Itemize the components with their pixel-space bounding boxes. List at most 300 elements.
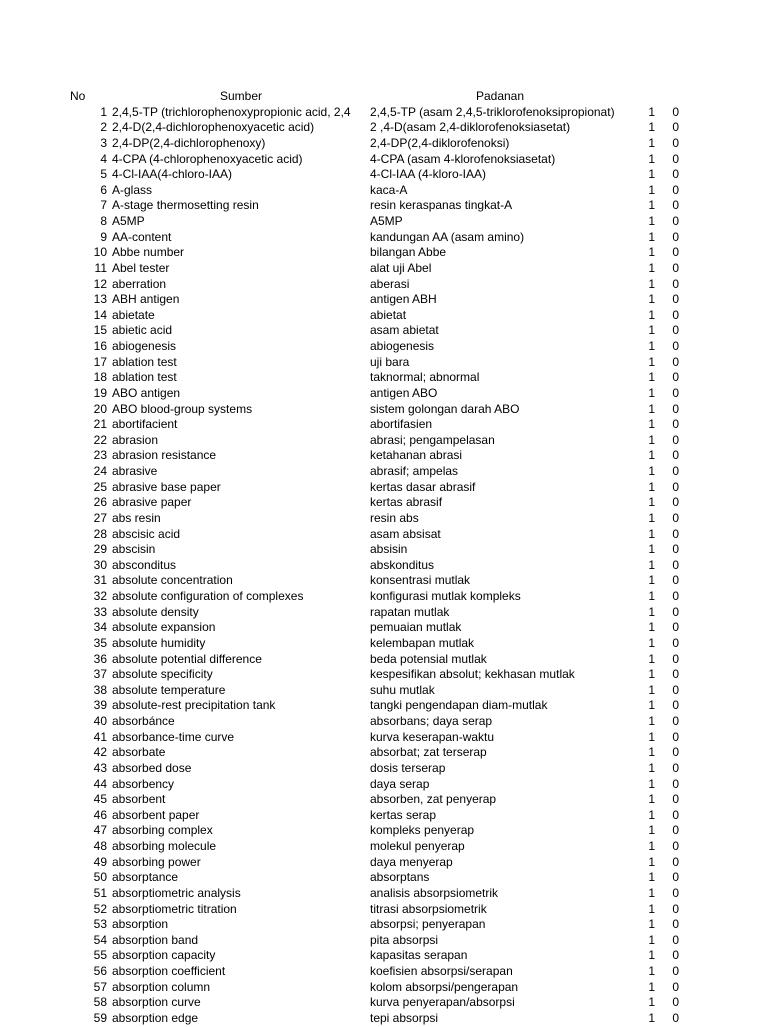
row-value-2: 0 bbox=[672, 385, 679, 400]
row-sumber: AA-content bbox=[112, 229, 172, 244]
row-value-1: 1 bbox=[648, 385, 655, 400]
row-number: 50 bbox=[93, 870, 107, 885]
row-sumber: A-glass bbox=[112, 182, 153, 197]
row-padanan: tangki pengendapan diam-mutlak bbox=[370, 698, 548, 713]
table-row bbox=[0, 855, 768, 871]
row-sumber: absorbánce bbox=[112, 714, 175, 728]
row-value-1: 1 bbox=[648, 260, 655, 275]
row-value-1: 1 bbox=[648, 635, 655, 650]
row-value-1: 1 bbox=[648, 229, 655, 244]
row-sumber: aberration bbox=[112, 276, 167, 291]
row-padanan: asam absisat bbox=[370, 526, 441, 541]
row-padanan: 2 ,4-D(asam 2,4-diklorofenoksiasetat) bbox=[370, 120, 571, 135]
row-padanan: sistem golongan darah ABO bbox=[370, 401, 520, 416]
row-value-2: 0 bbox=[672, 917, 679, 932]
row-value-1: 1 bbox=[648, 995, 655, 1010]
row-padanan: absorbans; daya serap bbox=[370, 714, 493, 728]
row-value-2: 0 bbox=[672, 651, 679, 666]
row-sumber: absorption bbox=[112, 917, 169, 932]
row-value-2: 0 bbox=[672, 229, 679, 244]
row-value-2: 0 bbox=[672, 839, 679, 853]
row-value-1: 1 bbox=[648, 620, 655, 635]
row-number: 19 bbox=[93, 385, 107, 400]
row-number: 26 bbox=[93, 495, 107, 510]
glossary-rows bbox=[0, 105, 768, 1027]
row-sumber: abortifacient bbox=[112, 417, 178, 432]
row-sumber: abietic acid bbox=[112, 323, 173, 338]
table-row bbox=[0, 839, 768, 855]
row-number: 29 bbox=[93, 542, 107, 557]
row-value-1: 1 bbox=[648, 198, 655, 213]
table-row bbox=[0, 902, 768, 918]
row-padanan: 2,4-DP(2,4-diklorofenoksi) bbox=[370, 135, 510, 150]
row-sumber: abscisic acid bbox=[112, 526, 181, 541]
row-sumber: absolute temperature bbox=[112, 682, 226, 697]
row-value-2: 0 bbox=[672, 948, 679, 963]
table-row bbox=[0, 355, 768, 371]
row-value-1: 1 bbox=[648, 120, 655, 135]
row-padanan: pita absorpsi bbox=[370, 932, 439, 947]
row-sumber: abscisin bbox=[112, 542, 156, 557]
row-value-1: 1 bbox=[648, 557, 655, 572]
row-padanan: resin abs bbox=[370, 510, 419, 525]
row-value-1: 1 bbox=[648, 354, 655, 369]
row-padanan: abrasi; pengampelasan bbox=[370, 432, 495, 447]
row-value-1: 1 bbox=[648, 401, 655, 416]
table-row bbox=[0, 198, 768, 214]
row-value-2: 0 bbox=[672, 120, 679, 135]
row-number: 3 bbox=[100, 135, 107, 150]
table-row bbox=[0, 214, 768, 230]
row-sumber: ABO blood-group systems bbox=[112, 401, 253, 416]
row-padanan: konsentrasi mutlak bbox=[370, 573, 471, 588]
row-value-2: 0 bbox=[672, 479, 679, 494]
row-padanan: beda potensial mutlak bbox=[370, 651, 487, 666]
row-value-1: 1 bbox=[648, 979, 655, 994]
table-row bbox=[0, 777, 768, 793]
row-number: 36 bbox=[93, 651, 107, 666]
row-value-2: 0 bbox=[672, 760, 679, 775]
table-row bbox=[0, 933, 768, 949]
row-value-2: 0 bbox=[672, 464, 679, 478]
row-value-2: 0 bbox=[672, 339, 679, 353]
row-number: 51 bbox=[93, 885, 107, 900]
table-row bbox=[0, 1011, 768, 1027]
row-value-1: 1 bbox=[648, 917, 655, 932]
row-value-2: 0 bbox=[672, 964, 679, 978]
table-row bbox=[0, 542, 768, 558]
row-value-2: 0 bbox=[672, 432, 679, 447]
table-row bbox=[0, 120, 768, 136]
row-sumber: absolute concentration bbox=[112, 573, 233, 588]
row-value-2: 0 bbox=[672, 635, 679, 650]
row-value-2: 0 bbox=[672, 557, 679, 572]
row-value-1: 1 bbox=[648, 307, 655, 322]
row-value-1: 1 bbox=[648, 682, 655, 697]
row-sumber: ABH antigen bbox=[112, 292, 180, 307]
table-row bbox=[0, 636, 768, 652]
row-sumber: absorption column bbox=[112, 979, 211, 994]
row-number: 49 bbox=[93, 854, 107, 869]
row-value-1: 1 bbox=[648, 932, 655, 947]
row-value-1: 1 bbox=[648, 589, 655, 603]
table-row bbox=[0, 323, 768, 339]
row-value-2: 0 bbox=[672, 1010, 679, 1025]
row-value-1: 1 bbox=[648, 135, 655, 150]
row-value-1: 1 bbox=[648, 339, 655, 353]
row-value-2: 0 bbox=[672, 135, 679, 150]
table-row bbox=[0, 698, 768, 714]
row-sumber: abiogenesis bbox=[112, 339, 177, 353]
row-sumber: absolute potential difference bbox=[112, 651, 262, 666]
row-number: 6 bbox=[100, 182, 107, 197]
row-number: 12 bbox=[93, 276, 107, 291]
row-sumber: absolute density bbox=[112, 604, 199, 619]
row-value-2: 0 bbox=[672, 542, 679, 557]
row-padanan: absorpsi; penyerapan bbox=[370, 917, 486, 932]
row-value-1: 1 bbox=[648, 167, 655, 182]
table-row bbox=[0, 745, 768, 761]
row-sumber: absorbance-time curve bbox=[112, 729, 235, 744]
row-value-2: 0 bbox=[672, 370, 679, 385]
table-row bbox=[0, 823, 768, 839]
table-row bbox=[0, 995, 768, 1011]
row-padanan: daya serap bbox=[370, 776, 430, 791]
table-row bbox=[0, 511, 768, 527]
row-number: 31 bbox=[93, 573, 107, 588]
row-sumber: absconditus bbox=[112, 557, 177, 572]
row-value-1: 1 bbox=[648, 964, 655, 978]
row-sumber: absorption edge bbox=[112, 1010, 199, 1025]
row-sumber: absorptiometric analysis bbox=[112, 885, 241, 900]
row-padanan: abortifasien bbox=[370, 417, 433, 432]
glossary-sheet bbox=[0, 89, 768, 1027]
table-row bbox=[0, 886, 768, 902]
row-value-1: 1 bbox=[648, 370, 655, 385]
table-row bbox=[0, 230, 768, 246]
row-value-1: 1 bbox=[648, 885, 655, 900]
row-sumber: 4-CPA (4-chlorophenoxyacetic acid) bbox=[112, 151, 303, 166]
row-value-2: 0 bbox=[672, 745, 679, 760]
row-value-1: 1 bbox=[648, 151, 655, 166]
row-padanan: 2,4,5-TP (asam 2,4,5-triklorofenoksipropionat) bbox=[370, 104, 615, 119]
row-number: 20 bbox=[93, 401, 107, 416]
row-value-1: 1 bbox=[648, 104, 655, 119]
row-padanan: konfigurasi mutlak kompleks bbox=[370, 589, 521, 603]
table-row bbox=[0, 980, 768, 996]
row-padanan: taknormal; abnormal bbox=[370, 370, 480, 385]
table-row bbox=[0, 605, 768, 621]
table-row bbox=[0, 277, 768, 293]
row-number: 40 bbox=[93, 714, 107, 728]
row-value-1: 1 bbox=[648, 776, 655, 791]
row-value-2: 0 bbox=[672, 495, 679, 510]
row-number: 8 bbox=[100, 214, 107, 228]
row-padanan: kespesifikan absolut; kekhasan mutlak bbox=[370, 667, 575, 682]
row-number: 44 bbox=[93, 776, 107, 791]
row-padanan: 4-CPA (asam 4-klorofenoksiasetat) bbox=[370, 151, 556, 166]
table-row bbox=[0, 730, 768, 746]
row-value-1: 1 bbox=[648, 432, 655, 447]
row-number: 34 bbox=[93, 620, 107, 635]
row-number: 42 bbox=[93, 745, 107, 760]
row-number: 25 bbox=[93, 479, 107, 494]
table-row bbox=[0, 917, 768, 933]
row-number: 32 bbox=[93, 589, 107, 603]
row-value-1: 1 bbox=[648, 651, 655, 666]
row-value-1: 1 bbox=[648, 323, 655, 338]
table-row bbox=[0, 792, 768, 808]
table-row bbox=[0, 433, 768, 449]
table-row bbox=[0, 964, 768, 980]
row-value-2: 0 bbox=[672, 214, 679, 228]
row-padanan: abiogenesis bbox=[370, 339, 435, 353]
row-number: 30 bbox=[93, 557, 107, 572]
row-number: 57 bbox=[93, 979, 107, 994]
row-sumber: ablation test bbox=[112, 370, 177, 385]
row-number: 46 bbox=[93, 807, 107, 822]
row-padanan: 4-Cl-IAA (4-kloro-IAA) bbox=[370, 167, 487, 182]
table-row bbox=[0, 495, 768, 511]
row-value-1: 1 bbox=[648, 417, 655, 432]
row-number: 52 bbox=[93, 901, 107, 916]
row-padanan: kapasitas serapan bbox=[370, 948, 468, 963]
row-number: 11 bbox=[94, 260, 107, 275]
table-row bbox=[0, 870, 768, 886]
row-sumber: Abel tester bbox=[112, 260, 170, 275]
row-value-2: 0 bbox=[672, 510, 679, 525]
row-sumber: A-stage thermosetting resin bbox=[112, 198, 259, 213]
row-padanan: dosis terserap bbox=[370, 760, 446, 775]
row-padanan: kertas abrasif bbox=[370, 495, 443, 510]
table-row bbox=[0, 589, 768, 605]
row-padanan: absorptans bbox=[370, 870, 430, 885]
header-no: No bbox=[70, 89, 86, 103]
row-value-1: 1 bbox=[648, 948, 655, 963]
row-value-2: 0 bbox=[672, 167, 679, 182]
table-row bbox=[0, 761, 768, 777]
row-sumber: absorbing molecule bbox=[112, 839, 217, 853]
row-value-2: 0 bbox=[672, 182, 679, 197]
row-padanan: kompleks penyerap bbox=[370, 823, 475, 838]
table-row bbox=[0, 370, 768, 386]
row-value-1: 1 bbox=[648, 495, 655, 510]
row-number: 9 bbox=[100, 229, 107, 244]
row-sumber: 2,4,5-TP (trichlorophenoxypropionic acid, 2,4 bbox=[112, 104, 351, 119]
row-padanan: kurva penyerapan/absorpsi bbox=[370, 995, 515, 1010]
row-value-2: 0 bbox=[672, 995, 679, 1010]
row-number: 13 bbox=[93, 292, 107, 307]
table-row bbox=[0, 558, 768, 574]
table-row bbox=[0, 948, 768, 964]
row-value-1: 1 bbox=[648, 745, 655, 760]
row-sumber: 4-Cl-IAA(4-chloro-IAA) bbox=[112, 167, 233, 182]
row-padanan: molekul penyerap bbox=[370, 839, 465, 853]
table-row bbox=[0, 308, 768, 324]
row-number: 27 bbox=[93, 510, 107, 525]
row-sumber: absolute specificity bbox=[112, 667, 213, 682]
row-value-2: 0 bbox=[672, 932, 679, 947]
row-value-2: 0 bbox=[672, 448, 679, 463]
row-value-1: 1 bbox=[648, 854, 655, 869]
row-padanan: aberasi bbox=[370, 276, 410, 291]
row-value-2: 0 bbox=[672, 401, 679, 416]
table-row bbox=[0, 261, 768, 277]
header-padanan: Padanan bbox=[475, 89, 525, 103]
row-number: 37 bbox=[93, 667, 107, 682]
row-value-1: 1 bbox=[648, 214, 655, 228]
table-row bbox=[0, 183, 768, 199]
row-number: 14 bbox=[93, 307, 107, 322]
row-padanan: abrasif; ampelas bbox=[370, 464, 459, 478]
row-padanan: absorbat; zat terserap bbox=[370, 745, 487, 760]
row-value-2: 0 bbox=[672, 714, 679, 728]
row-padanan: antigen ABO bbox=[370, 385, 438, 400]
row-sumber: abrasive bbox=[112, 464, 158, 478]
row-padanan: daya menyerap bbox=[370, 854, 453, 869]
row-number: 56 bbox=[93, 964, 107, 978]
row-padanan: resin keraspanas tingkat-A bbox=[370, 198, 513, 213]
row-number: 43 bbox=[93, 760, 107, 775]
table-row bbox=[0, 573, 768, 589]
row-number: 4 bbox=[100, 151, 107, 166]
row-number: 22 bbox=[93, 432, 107, 447]
row-number: 38 bbox=[93, 682, 107, 697]
row-value-2: 0 bbox=[672, 323, 679, 338]
row-value-1: 1 bbox=[648, 807, 655, 822]
header-row bbox=[0, 89, 768, 105]
row-padanan: bilangan Abbe bbox=[370, 245, 447, 260]
row-sumber: 2,4-D(2,4-dichlorophenoxyacetic acid) bbox=[112, 120, 315, 135]
row-sumber: absorption coefficient bbox=[112, 964, 226, 978]
table-row bbox=[0, 620, 768, 636]
row-number: 24 bbox=[93, 464, 107, 478]
row-value-2: 0 bbox=[672, 307, 679, 322]
row-padanan: tepi absorpsi bbox=[370, 1010, 439, 1025]
row-value-2: 0 bbox=[672, 589, 679, 603]
row-number: 45 bbox=[93, 792, 107, 807]
row-padanan: kurva keserapan-waktu bbox=[370, 729, 495, 744]
row-padanan: kandungan AA (asam amino) bbox=[370, 229, 525, 244]
table-row bbox=[0, 136, 768, 152]
row-sumber: abietate bbox=[112, 307, 155, 322]
row-number: 48 bbox=[93, 839, 107, 853]
row-value-2: 0 bbox=[672, 260, 679, 275]
row-value-1: 1 bbox=[648, 604, 655, 619]
row-value-1: 1 bbox=[648, 1010, 655, 1025]
row-sumber: absorption band bbox=[112, 932, 199, 947]
row-padanan: alat uji Abel bbox=[370, 260, 432, 275]
row-value-2: 0 bbox=[672, 354, 679, 369]
table-row bbox=[0, 167, 768, 183]
row-value-1: 1 bbox=[648, 245, 655, 260]
row-value-1: 1 bbox=[648, 870, 655, 885]
row-value-1: 1 bbox=[648, 698, 655, 713]
row-value-2: 0 bbox=[672, 276, 679, 291]
row-number: 15 bbox=[93, 323, 107, 338]
row-value-1: 1 bbox=[648, 448, 655, 463]
row-number: 5 bbox=[100, 167, 107, 182]
row-value-2: 0 bbox=[672, 698, 679, 713]
row-value-2: 0 bbox=[672, 667, 679, 682]
row-value-1: 1 bbox=[648, 792, 655, 807]
row-sumber: abrasive base paper bbox=[112, 479, 221, 494]
row-sumber: abrasion bbox=[112, 432, 159, 447]
row-value-2: 0 bbox=[672, 292, 679, 307]
row-number: 2 bbox=[100, 120, 107, 135]
row-value-2: 0 bbox=[672, 729, 679, 744]
row-value-2: 0 bbox=[672, 823, 679, 838]
row-sumber: absorptiometric titration bbox=[112, 901, 237, 916]
table-row bbox=[0, 480, 768, 496]
table-row bbox=[0, 464, 768, 480]
row-sumber: absolute configuration of complexes bbox=[112, 589, 304, 603]
row-sumber: abrasion resistance bbox=[112, 448, 217, 463]
row-sumber: absorptance bbox=[112, 870, 179, 885]
row-sumber: ABO antigen bbox=[112, 385, 181, 400]
table-row bbox=[0, 683, 768, 699]
table-row bbox=[0, 808, 768, 824]
row-value-1: 1 bbox=[648, 573, 655, 588]
row-number: 7 bbox=[100, 198, 107, 213]
row-sumber: absorbed dose bbox=[112, 760, 192, 775]
row-sumber: absorbing power bbox=[112, 854, 201, 869]
row-sumber: ablation test bbox=[112, 354, 177, 369]
row-value-1: 1 bbox=[648, 510, 655, 525]
row-value-2: 0 bbox=[672, 885, 679, 900]
row-padanan: antigen ABH bbox=[370, 292, 437, 307]
row-value-1: 1 bbox=[648, 760, 655, 775]
row-value-1: 1 bbox=[648, 667, 655, 682]
table-row bbox=[0, 714, 768, 730]
row-sumber: abrasive paper bbox=[112, 495, 192, 510]
row-value-1: 1 bbox=[648, 839, 655, 853]
row-value-2: 0 bbox=[672, 526, 679, 541]
row-sumber: absorbate bbox=[112, 745, 166, 760]
row-number: 23 bbox=[93, 448, 107, 463]
row-padanan: A5MP bbox=[370, 214, 403, 228]
row-value-2: 0 bbox=[672, 573, 679, 588]
table-row bbox=[0, 667, 768, 683]
row-padanan: kertas serap bbox=[370, 807, 437, 822]
row-value-2: 0 bbox=[672, 604, 679, 619]
row-padanan: kelembapan mutlak bbox=[370, 635, 475, 650]
row-value-2: 0 bbox=[672, 979, 679, 994]
row-number: 28 bbox=[93, 526, 107, 541]
table-row bbox=[0, 652, 768, 668]
row-padanan: asam abietat bbox=[370, 323, 439, 338]
row-padanan: abietat bbox=[370, 307, 407, 322]
row-number: 47 bbox=[93, 823, 107, 838]
row-value-1: 1 bbox=[648, 714, 655, 728]
row-padanan: titrasi absorpsiometrik bbox=[370, 901, 487, 916]
row-number: 17 bbox=[93, 354, 107, 369]
row-padanan: koefisien absorpsi/serapan bbox=[370, 964, 513, 978]
row-value-2: 0 bbox=[672, 417, 679, 432]
row-number: 58 bbox=[93, 995, 107, 1010]
row-value-2: 0 bbox=[672, 807, 679, 822]
row-value-2: 0 bbox=[672, 198, 679, 213]
row-value-2: 0 bbox=[672, 151, 679, 166]
row-value-1: 1 bbox=[648, 464, 655, 478]
row-number: 10 bbox=[93, 245, 107, 260]
row-value-1: 1 bbox=[648, 182, 655, 197]
row-number: 59 bbox=[93, 1010, 107, 1025]
row-number: 41 bbox=[93, 729, 107, 744]
row-value-2: 0 bbox=[672, 901, 679, 916]
row-padanan: kertas dasar abrasif bbox=[370, 479, 476, 494]
row-value-2: 0 bbox=[672, 870, 679, 885]
